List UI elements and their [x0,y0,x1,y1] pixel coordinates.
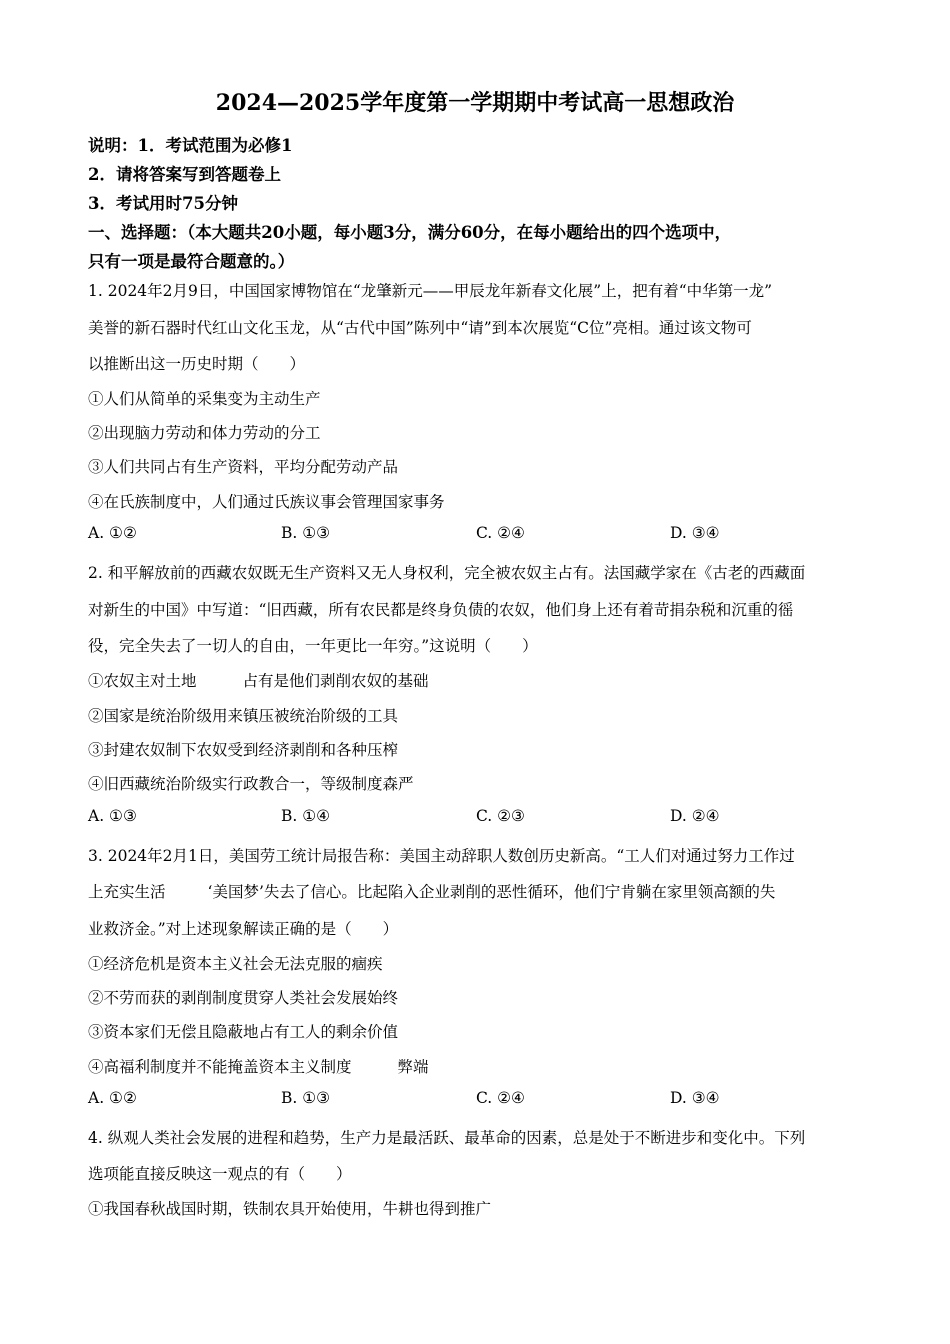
q3-stem-line-2-part-1: 上充实生活 [88,883,166,901]
q3-item-3: ③资本家们无偿且隐蔽地占有工人的剩余价值 [88,1023,399,1041]
q3-stem-line-3: 业救济金。”对上述现象解读正确的是（ ） [88,920,399,938]
q3-item-2: ②不劳而获的剥削制度贯穿人类社会发展始终 [88,989,399,1007]
q2-option-a[interactable]: A. ①③ [88,807,137,825]
q1-option-d[interactable]: D. ③④ [670,524,720,542]
q1-option-a[interactable]: A. ①② [88,524,137,542]
q1-item-1: ①人们从简单的采集变为主动生产 [88,390,321,408]
q2-item-4: ④旧西藏统治阶级实行政教合一，等级制度森严 [88,775,414,793]
q1-item-2: ②出现脑力劳动和体力劳动的分工 [88,424,321,442]
q3-option-b[interactable]: B. ①③ [281,1089,331,1107]
exam-title: 2024—2025学年度第一学期期中考试高一思想政治 [215,90,735,116]
q3-stem-line-2-part-2: ‘美国梦’失去了信心。比起陷入企业剥削的恶性循环，他们宁肯躺在家里领高额的失 [207,883,776,901]
q1-stem-line-3: 以推断出这一历史时期（ ） [88,355,306,373]
q2-option-c[interactable]: C. ②③ [476,807,525,825]
q1-option-b[interactable]: B. ①③ [281,524,331,542]
q2-option-d[interactable]: D. ②④ [670,807,720,825]
q2-item-2: ②国家是统治阶级用来镇压被统治阶级的工具 [88,707,399,725]
q1-stem-line-1: 1. 2024年2月9日，中国国家博物馆在“龙肇新元——甲辰龙年新春文化展”上，把有着“中华第一龙” [88,282,773,300]
note-line-1: 说明：1．考试范围为必修1 [88,136,293,155]
q2-item-1 [88,669,429,691]
note-line-3: 3．考试用时75分钟 [88,194,238,213]
q2-stem-line-2: 对新生的中国》中写道：“旧西藏，所有农民都是终身负债的农奴，他们身上还有着苛捐杂税和沉重的徭 [88,601,794,619]
q3-item-4-part-2: 弊端 [397,1058,429,1076]
q4-item-1: ①我国春秋战国时期，铁制农具开始使用，牛耕也得到推广 [88,1200,492,1218]
q3-option-d[interactable]: D. ③④ [670,1089,720,1107]
q3-stem-line-1: 3. 2024年2月1日，美国劳工统计局报告称：美国主动辞职人数创历史新高。“工人们对通过努力工作过 [88,847,795,865]
q1-item-3: ③人们共同占有生产资料，平均分配劳动产品 [88,458,399,476]
q3-option-a[interactable]: A. ①② [88,1089,137,1107]
q1-option-c[interactable]: C. ②④ [476,524,525,542]
note-line-2: 2．请将答案写到答题卷上 [88,165,281,184]
q3-item-1: ①经济危机是资本主义社会无法克服的痼疾 [88,955,383,973]
q1-item-4: ④在氏族制度中，人们通过氏族议事会管理国家事务 [88,493,445,511]
q2-stem-line-1: 2. 和平解放前的西藏农奴既无生产资料又无人身权利，完全被农奴主占有。法国藏学家在《古老的西藏面 [88,564,806,582]
q4-stem-line-2: 选项能直接反映这一观点的有（ ） [88,1165,352,1183]
q4-stem-line-1: 4. 纵观人类社会发展的进程和趋势，生产力是最活跃、最革命的因素，总是处于不断进步和变化中。下列 [88,1129,806,1147]
q3-item-4 [88,1055,429,1077]
section-heading-line-1: 一、选择题：（本大题共20小题，每小题3分，满分60分，在每小题给出的四个选项中， [88,223,732,242]
section-heading-line-2: 只有一项是最符合题意的。） [88,252,295,271]
q3-stem-line-2 [88,880,775,902]
q3-item-4-part-1: ④高福利制度并不能掩盖资本主义制度 [88,1058,352,1076]
q2-item-3: ③封建农奴制下农奴受到经济剥削和各种压榨 [88,741,399,759]
q2-option-b[interactable]: B. ①④ [281,807,331,825]
q2-item-1-part-1: ①农奴主对土地 [88,672,197,690]
q2-item-1-part-2: 占有是他们剥削农奴的基础 [242,672,429,690]
q3-option-c[interactable]: C. ②④ [476,1089,525,1107]
q1-stem-line-2: 美誉的新石器时代红山文化玉龙，从“古代中国”陈列中“请”到本次展览“C位”亮相。通过该文物可 [88,319,752,337]
q2-stem-line-3: 役，完全失去了一切人的自由，一年更比一年穷。”这说明（ ） [88,637,538,655]
